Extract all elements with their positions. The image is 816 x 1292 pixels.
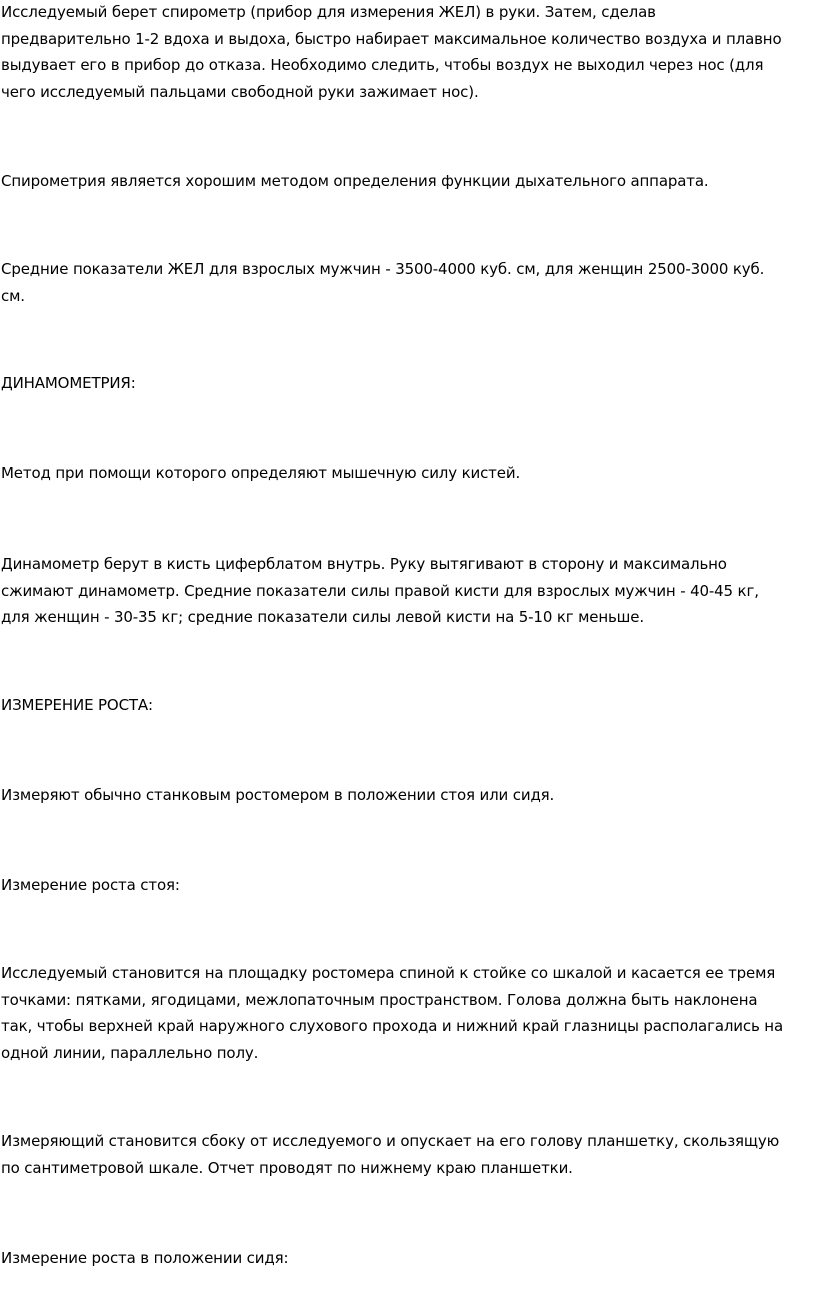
text-line: ИЗМЕРЕНИЕ РОСТА:	[1, 696, 153, 714]
text-line: предварительно 1-2 вдоха и выдоха, быстро набирает максимальное количество воздуха и плавно	[1, 29, 782, 48]
paragraph-dynamometry-definition	[1, 460, 813, 487]
paragraph-spirometry-method	[1, 168, 813, 195]
subheading-sitting-height	[1, 1245, 813, 1272]
text-line: Спирометрия является хорошим методом определения функции дыхательного аппарата.	[1, 172, 709, 190]
paragraph-standing-procedure	[1, 960, 813, 1066]
text-line: Динамометр берут в кисть циферблатом внутрь. Руку вытягивают в сторону и максимально	[1, 555, 727, 573]
heading-dynamometry	[1, 370, 813, 397]
text-line: по сантиметровой шкале. Отчет проводят по нижнему краю планшетки.	[1, 1158, 573, 1177]
paragraph-spirometry-procedure	[1, 0, 813, 105]
text-line: Измерение роста стоя:	[1, 876, 180, 894]
paragraph-height-method	[1, 782, 813, 809]
text-line: Средние показатели ЖЕЛ для взрослых мужчин - 3500-4000 куб. см, для женщин 2500-3000 куб.	[1, 260, 765, 278]
text-line: так, чтобы верхней край наружного слухового прохода и нижний край глазницы располагались на	[1, 1017, 783, 1035]
text-line: Измерение роста в положении сидя:	[1, 1249, 289, 1267]
text-line: Измеряющий становится сбоку от исследуемого и опускает на его голову планшетку, скользящую	[1, 1132, 780, 1150]
text-line: см.	[1, 286, 25, 305]
text-line: для женщин - 30-35 кг; средние показатели силы левой кисти на 5-10 кг меньше.	[1, 608, 644, 626]
heading-height-measurement	[1, 692, 813, 719]
text-line: ДИНАМОМЕТРИЯ:	[1, 374, 136, 392]
text-line: Измеряют обычно станковым ростомером в положении стоя или сидя.	[1, 786, 555, 804]
subheading-standing-height	[1, 872, 813, 899]
text-line: одной линии, параллельно полу.	[1, 1043, 259, 1062]
paragraph-dynamometry-procedure	[1, 551, 813, 631]
text-line: точками: пятками, ягодицами, межлопаточным пространством. Голова должна быть наклонена	[1, 990, 758, 1009]
text-line: Исследуемый берет спирометр (прибор для измерения ЖЕЛ) в руки. Затем, сделав	[1, 3, 656, 21]
paragraph-vital-capacity-norms	[1, 256, 813, 309]
text-line: Исследуемый становится на площадку ростомера спиной к стойке со шкалой и касается ее тремя	[1, 964, 776, 982]
text-line: выдувает его в прибор до отказа. Необходимо следить, чтобы воздух не выходил через нос (для	[1, 56, 764, 74]
text-line: сжимают динамометр. Средние показатели силы правой кисти для взрослых мужчин - 40-45 кг,	[1, 581, 759, 600]
text-line: чего исследуемый пальцами свободной руки зажимает нос).	[1, 82, 479, 101]
text-line: Метод при помощи которого определяют мышечную силу кистей.	[1, 464, 521, 482]
paragraph-measurer-procedure	[1, 1128, 813, 1181]
